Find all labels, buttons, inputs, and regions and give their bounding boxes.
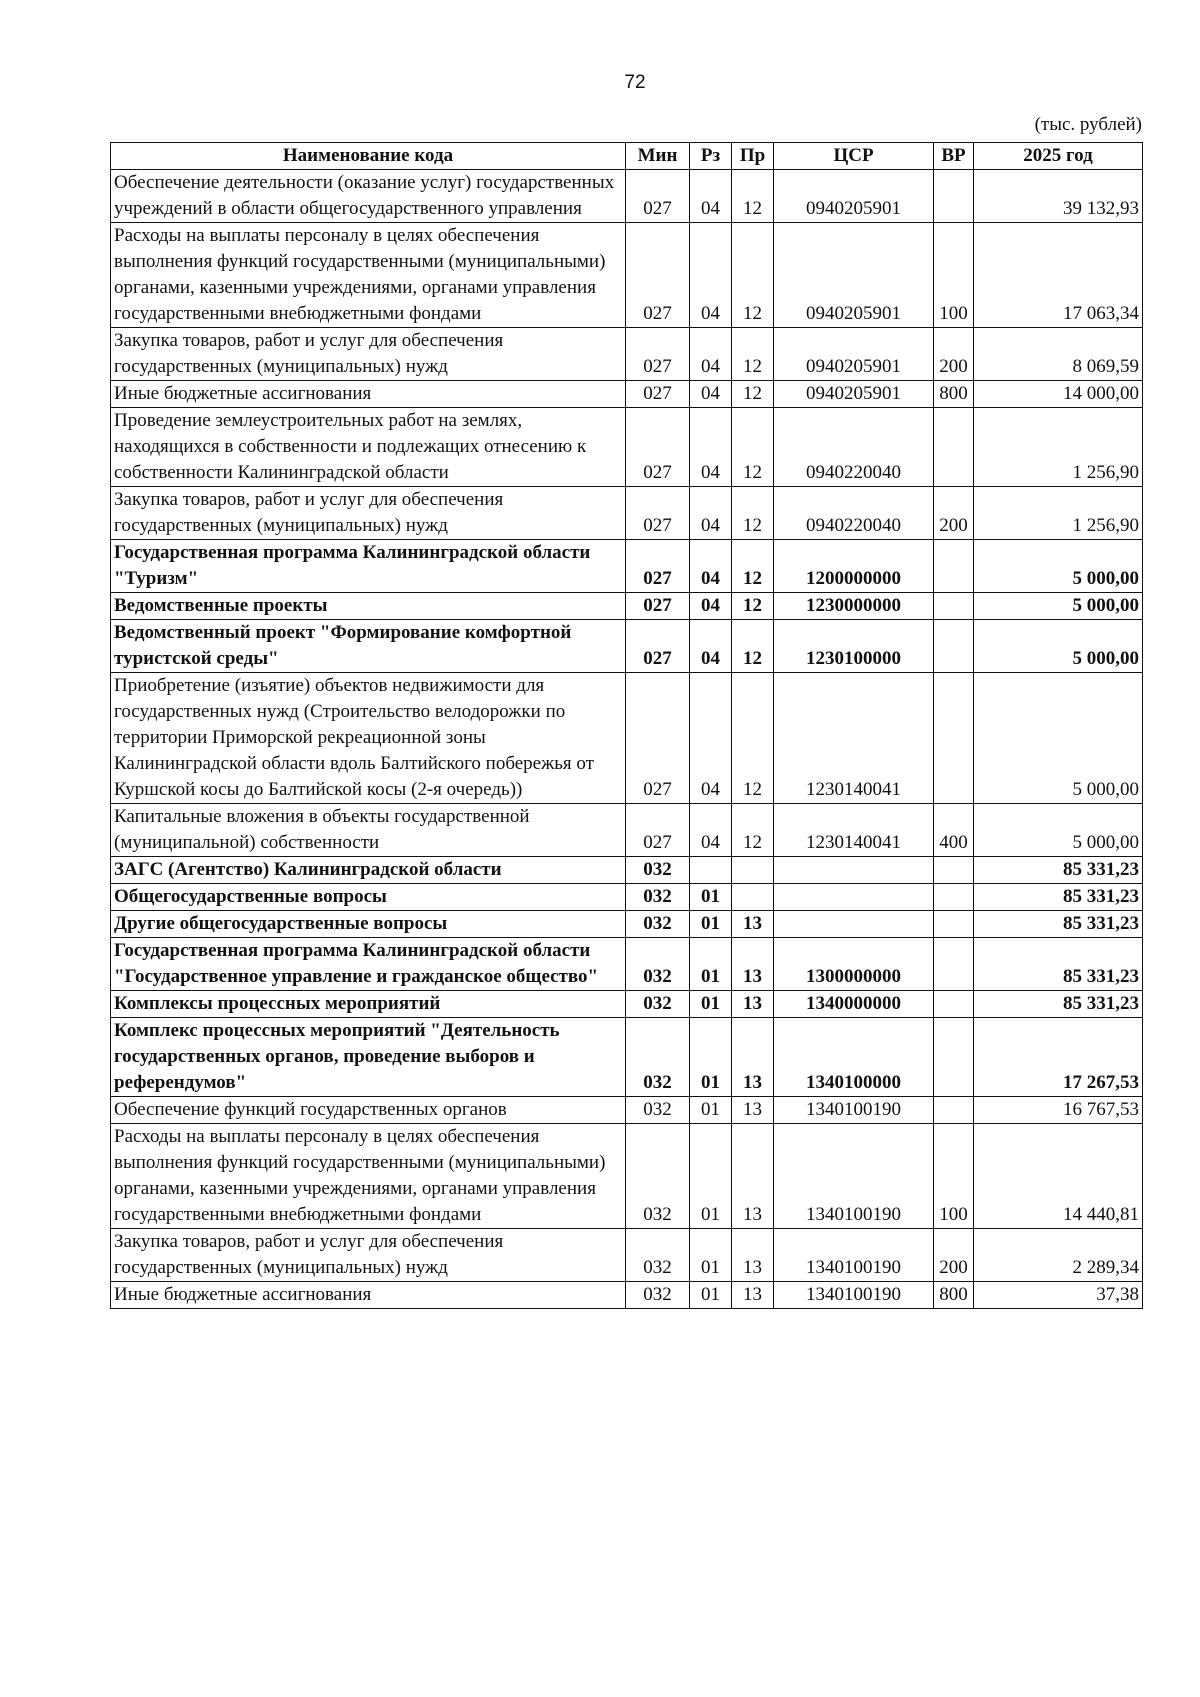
cell-amount: 85 331,23 bbox=[974, 884, 1143, 911]
table-row bbox=[111, 328, 1143, 381]
cell-rz: 04 bbox=[690, 540, 732, 593]
cell-pr: 12 bbox=[732, 620, 774, 673]
table-row bbox=[111, 1018, 1143, 1097]
cell-rz: 01 bbox=[690, 1124, 732, 1229]
cell-pr: 13 bbox=[732, 991, 774, 1018]
cell-min: 032 bbox=[626, 911, 690, 938]
cell-rz: 01 bbox=[690, 1282, 732, 1309]
cell-pr: 12 bbox=[732, 593, 774, 620]
cell-vr: 200 bbox=[934, 487, 974, 540]
cell-csr: 0940205901 bbox=[774, 223, 934, 328]
cell-min: 027 bbox=[626, 804, 690, 857]
cell-rz: 01 bbox=[690, 1097, 732, 1124]
cell-name: Проведение землеустроительных работ на землях, находящихся в собственности и подлежащих отнесению к собственности Калининградской области bbox=[111, 408, 626, 487]
cell-pr: 13 bbox=[732, 911, 774, 938]
table-row bbox=[111, 884, 1143, 911]
cell-amount: 5 000,00 bbox=[974, 540, 1143, 593]
cell-min: 032 bbox=[626, 1282, 690, 1309]
cell-amount: 85 331,23 bbox=[974, 857, 1143, 884]
cell-csr bbox=[774, 911, 934, 938]
cell-name: Закупка товаров, работ и услуг для обеспечения государственных (муниципальных) нужд bbox=[111, 487, 626, 540]
cell-pr: 12 bbox=[732, 408, 774, 487]
cell-amount: 37,38 bbox=[974, 1282, 1143, 1309]
cell-csr: 1230000000 bbox=[774, 593, 934, 620]
cell-min: 027 bbox=[626, 170, 690, 223]
cell-pr bbox=[732, 857, 774, 884]
cell-vr: 800 bbox=[934, 1282, 974, 1309]
cell-pr: 13 bbox=[732, 1097, 774, 1124]
cell-csr: 0940205901 bbox=[774, 170, 934, 223]
cell-rz: 01 bbox=[690, 911, 732, 938]
cell-min: 032 bbox=[626, 938, 690, 991]
cell-min: 027 bbox=[626, 593, 690, 620]
cell-pr: 12 bbox=[732, 804, 774, 857]
cell-amount: 5 000,00 bbox=[974, 593, 1143, 620]
table-row bbox=[111, 381, 1143, 408]
cell-min: 027 bbox=[626, 223, 690, 328]
cell-vr: 200 bbox=[934, 1229, 974, 1282]
cell-min: 032 bbox=[626, 1229, 690, 1282]
cell-pr: 12 bbox=[732, 673, 774, 804]
cell-amount: 85 331,23 bbox=[974, 938, 1143, 991]
cell-amount: 5 000,00 bbox=[974, 620, 1143, 673]
cell-vr: 100 bbox=[934, 223, 974, 328]
page-number: 72 bbox=[624, 72, 646, 93]
cell-csr: 1340100190 bbox=[774, 1229, 934, 1282]
cell-pr bbox=[732, 884, 774, 911]
cell-amount: 14 000,00 bbox=[974, 381, 1143, 408]
table-body bbox=[111, 170, 1143, 1309]
cell-min: 032 bbox=[626, 857, 690, 884]
cell-pr: 13 bbox=[732, 1124, 774, 1229]
table-row bbox=[111, 1124, 1143, 1229]
cell-csr: 0940205901 bbox=[774, 381, 934, 408]
cell-rz: 01 bbox=[690, 884, 732, 911]
cell-vr bbox=[934, 1097, 974, 1124]
table-row bbox=[111, 170, 1143, 223]
cell-rz: 01 bbox=[690, 938, 732, 991]
cell-amount: 5 000,00 bbox=[974, 673, 1143, 804]
table-row bbox=[111, 223, 1143, 328]
cell-vr bbox=[934, 170, 974, 223]
cell-min: 027 bbox=[626, 540, 690, 593]
cell-csr: 1340000000 bbox=[774, 991, 934, 1018]
cell-amount: 39 132,93 bbox=[974, 170, 1143, 223]
cell-rz: 04 bbox=[690, 620, 732, 673]
cell-name: Закупка товаров, работ и услуг для обеспечения государственных (муниципальных) нужд bbox=[111, 328, 626, 381]
cell-name: Государственная программа Калининградской области "Туризм" bbox=[111, 540, 626, 593]
cell-csr: 0940220040 bbox=[774, 408, 934, 487]
cell-csr: 1200000000 bbox=[774, 540, 934, 593]
cell-amount: 5 000,00 bbox=[974, 804, 1143, 857]
cell-csr: 1340100000 bbox=[774, 1018, 934, 1097]
cell-csr: 1300000000 bbox=[774, 938, 934, 991]
cell-rz: 04 bbox=[690, 408, 732, 487]
cell-vr bbox=[934, 408, 974, 487]
cell-vr bbox=[934, 938, 974, 991]
cell-name: Иные бюджетные ассигнования bbox=[111, 1282, 626, 1309]
cell-amount: 1 256,90 bbox=[974, 408, 1143, 487]
header-pr: Пр bbox=[732, 143, 774, 170]
header-min: Мин bbox=[626, 143, 690, 170]
table-row bbox=[111, 593, 1143, 620]
cell-pr: 12 bbox=[732, 328, 774, 381]
cell-vr bbox=[934, 991, 974, 1018]
table-row bbox=[111, 1097, 1143, 1124]
cell-name: Комплекс процессных мероприятий "Деятельность государственных органов, проведение выборов и референдумов" bbox=[111, 1018, 626, 1097]
cell-csr: 0940205901 bbox=[774, 328, 934, 381]
cell-name: Ведомственный проект "Формирование комфортной туристской среды" bbox=[111, 620, 626, 673]
cell-min: 027 bbox=[626, 487, 690, 540]
cell-rz bbox=[690, 857, 732, 884]
cell-rz: 04 bbox=[690, 673, 732, 804]
table-row bbox=[111, 673, 1143, 804]
cell-pr: 13 bbox=[732, 1229, 774, 1282]
cell-amount: 85 331,23 bbox=[974, 991, 1143, 1018]
cell-name: Комплексы процессных мероприятий bbox=[111, 991, 626, 1018]
cell-name: Ведомственные проекты bbox=[111, 593, 626, 620]
cell-vr bbox=[934, 857, 974, 884]
cell-name: Общегосударственные вопросы bbox=[111, 884, 626, 911]
cell-pr: 12 bbox=[732, 540, 774, 593]
cell-min: 032 bbox=[626, 1124, 690, 1229]
cell-name: Расходы на выплаты персоналу в целях обеспечения выполнения функций государственными (муниципальными) органами, казенными учреждениями, органами управления государственными внебюджетными фондами bbox=[111, 223, 626, 328]
cell-amount: 2 289,34 bbox=[974, 1229, 1143, 1282]
cell-rz: 04 bbox=[690, 223, 732, 328]
cell-amount: 17 063,34 bbox=[974, 223, 1143, 328]
cell-amount: 14 440,81 bbox=[974, 1124, 1143, 1229]
cell-csr bbox=[774, 884, 934, 911]
cell-rz: 01 bbox=[690, 1018, 732, 1097]
cell-name: Иные бюджетные ассигнования bbox=[111, 381, 626, 408]
table-row bbox=[111, 540, 1143, 593]
table-row bbox=[111, 1229, 1143, 1282]
cell-pr: 12 bbox=[732, 170, 774, 223]
cell-min: 032 bbox=[626, 991, 690, 1018]
cell-csr: 1230100000 bbox=[774, 620, 934, 673]
cell-csr: 1340100190 bbox=[774, 1097, 934, 1124]
cell-pr: 13 bbox=[732, 1018, 774, 1097]
cell-min: 027 bbox=[626, 381, 690, 408]
cell-pr: 12 bbox=[732, 487, 774, 540]
cell-vr bbox=[934, 884, 974, 911]
cell-vr bbox=[934, 540, 974, 593]
cell-rz: 01 bbox=[690, 991, 732, 1018]
cell-name: ЗАГС (Агентство) Калининградской области bbox=[111, 857, 626, 884]
table-row bbox=[111, 938, 1143, 991]
cell-min: 027 bbox=[626, 620, 690, 673]
cell-vr bbox=[934, 620, 974, 673]
cell-vr bbox=[934, 1018, 974, 1097]
cell-name: Обеспечение деятельности (оказание услуг) государственных учреждений в области общегосударственного управления bbox=[111, 170, 626, 223]
header-rz: Рз bbox=[690, 143, 732, 170]
cell-vr: 800 bbox=[934, 381, 974, 408]
cell-rz: 01 bbox=[690, 1229, 732, 1282]
cell-min: 027 bbox=[626, 673, 690, 804]
cell-csr: 0940220040 bbox=[774, 487, 934, 540]
cell-min: 032 bbox=[626, 884, 690, 911]
cell-vr bbox=[934, 911, 974, 938]
budget-table bbox=[110, 142, 1143, 1309]
cell-min: 032 bbox=[626, 1018, 690, 1097]
cell-amount: 8 069,59 bbox=[974, 328, 1143, 381]
cell-rz: 04 bbox=[690, 804, 732, 857]
table-row bbox=[111, 991, 1143, 1018]
cell-vr: 200 bbox=[934, 328, 974, 381]
cell-rz: 04 bbox=[690, 170, 732, 223]
cell-name: Капитальные вложения в объекты государственной (муниципальной) собственности bbox=[111, 804, 626, 857]
cell-min: 027 bbox=[626, 328, 690, 381]
cell-pr: 13 bbox=[732, 1282, 774, 1309]
cell-name: Государственная программа Калининградской области "Государственное управление и гражданское общество" bbox=[111, 938, 626, 991]
cell-pr: 12 bbox=[732, 381, 774, 408]
cell-name: Закупка товаров, работ и услуг для обеспечения государственных (муниципальных) нужд bbox=[111, 1229, 626, 1282]
header-name: Наименование кода bbox=[111, 143, 626, 170]
table-row bbox=[111, 857, 1143, 884]
header-vr: ВР bbox=[934, 143, 974, 170]
cell-vr bbox=[934, 593, 974, 620]
table-row bbox=[111, 620, 1143, 673]
cell-csr: 1230140041 bbox=[774, 673, 934, 804]
cell-pr: 13 bbox=[732, 938, 774, 991]
cell-name: Приобретение (изъятие) объектов недвижимости для государственных нужд (Строительство велодорожки по территории Приморской рекреационной зоны Калининградской области вдоль Балтийского побережья от Куршской косы до Балтийской косы (2-я очередь)) bbox=[111, 673, 626, 804]
cell-name: Другие общегосударственные вопросы bbox=[111, 911, 626, 938]
cell-amount: 1 256,90 bbox=[974, 487, 1143, 540]
table-header-row bbox=[111, 143, 1143, 170]
header-csr: ЦСР bbox=[774, 143, 934, 170]
table-row bbox=[111, 408, 1143, 487]
cell-amount: 17 267,53 bbox=[974, 1018, 1143, 1097]
cell-rz: 04 bbox=[690, 381, 732, 408]
table-row bbox=[111, 911, 1143, 938]
header-amount: 2025 год bbox=[974, 143, 1143, 170]
cell-rz: 04 bbox=[690, 487, 732, 540]
cell-amount: 16 767,53 bbox=[974, 1097, 1143, 1124]
table-row bbox=[111, 487, 1143, 540]
units-label: (тыс. рублей) bbox=[1034, 114, 1142, 135]
cell-rz: 04 bbox=[690, 328, 732, 381]
cell-amount: 85 331,23 bbox=[974, 911, 1143, 938]
cell-csr: 1340100190 bbox=[774, 1282, 934, 1309]
cell-csr bbox=[774, 857, 934, 884]
cell-name: Обеспечение функций государственных органов bbox=[111, 1097, 626, 1124]
cell-min: 027 bbox=[626, 408, 690, 487]
cell-vr bbox=[934, 673, 974, 804]
cell-vr: 400 bbox=[934, 804, 974, 857]
cell-rz: 04 bbox=[690, 593, 732, 620]
cell-csr: 1230140041 bbox=[774, 804, 934, 857]
cell-name: Расходы на выплаты персоналу в целях обеспечения выполнения функций государственными (муниципальными) органами, казенными учреждениями, органами управления государственными внебюджетными фондами bbox=[111, 1124, 626, 1229]
table-row bbox=[111, 1282, 1143, 1309]
cell-csr: 1340100190 bbox=[774, 1124, 934, 1229]
cell-vr: 100 bbox=[934, 1124, 974, 1229]
cell-min: 032 bbox=[626, 1097, 690, 1124]
table-row bbox=[111, 804, 1143, 857]
cell-pr: 12 bbox=[732, 223, 774, 328]
